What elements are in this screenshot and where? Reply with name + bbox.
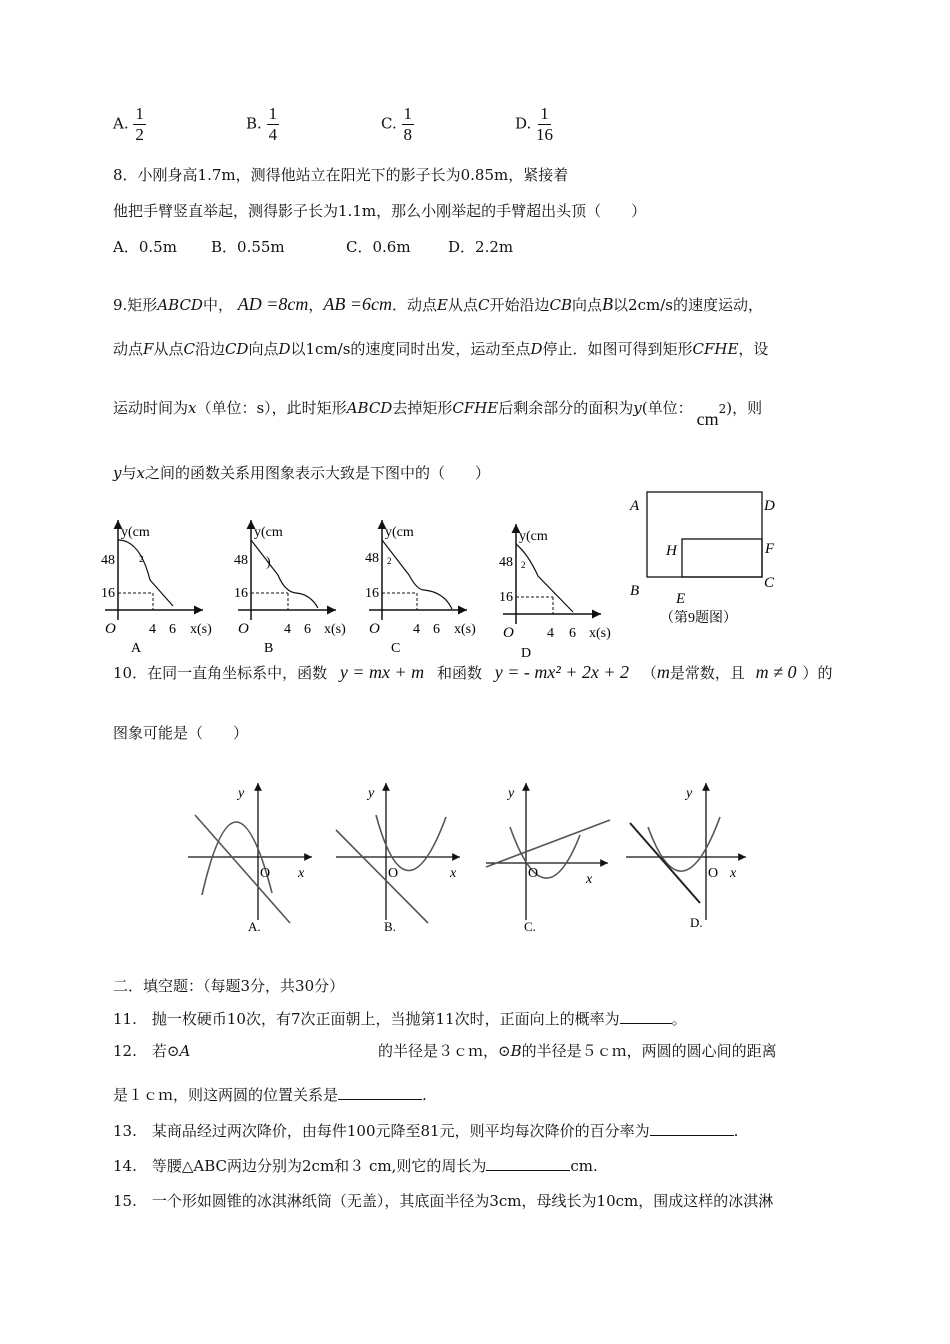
- svg-text:B: B: [264, 641, 274, 656]
- section-title: 二．填空题：（每题3分，共30分）: [113, 977, 345, 995]
- q10-graph-c: [486, 783, 610, 934]
- q13: 13. 某商品经过两次降价，由每件100元降至81元，则平均每次降价的百分率为 .: [113, 1122, 739, 1140]
- svg-text:A: A: [630, 498, 640, 514]
- q10-line1: 10．在同一直角坐标系中，函数 y = mx + m 和函数 y = - mx² + 2x + 2 （m是常数，且 m ≠ 0 ）的: [113, 662, 833, 682]
- answer-blank[interactable]: [650, 1121, 734, 1136]
- q8-option-d: D．2.2m: [448, 238, 514, 256]
- svg-text:48: 48: [234, 553, 248, 568]
- q12-part1: 12. 若⊙A: [113, 1042, 191, 1060]
- q9-line2: 动点F从点C沿边CD向点D以1cm/s的速度同时出发，运动至点D停止．如图可得到矩形CFHE，设: [113, 340, 769, 358]
- svg-text:O: O: [369, 621, 380, 637]
- svg-text:y(cm: y(cm: [254, 525, 283, 540]
- fraction: $\frac{1}{4}$: [268, 104, 278, 144]
- fraction: $\frac{1}{8}$: [403, 104, 412, 144]
- q10-graph-a: [188, 783, 312, 934]
- svg-text:C: C: [764, 575, 775, 591]
- svg-text:y: y: [508, 786, 515, 801]
- q7-option-d: D. $\frac{1}{16}$: [515, 104, 554, 144]
- q12-part2: 的半径是３ｃｍ，⊙B的半径是５ｃｍ，两圆的圆心间的距离: [378, 1042, 777, 1060]
- q9-graph-c: [365, 520, 476, 656]
- answer-blank[interactable]: [338, 1085, 422, 1100]
- svg-text:6: 6: [569, 626, 576, 641]
- svg-text:y(cm: y(cm: [519, 529, 548, 544]
- svg-text:O: O: [708, 866, 719, 881]
- q9-graph-a: [101, 520, 212, 656]
- svg-text:4: 4: [149, 622, 156, 637]
- q7-option-b: B. $\frac{1}{4}$: [246, 104, 278, 144]
- q10-graph-d: [626, 783, 746, 930]
- svg-text:B.: B.: [384, 919, 396, 934]
- fraction: $\frac{1}{2}$: [135, 104, 144, 144]
- svg-text:B: B: [630, 583, 640, 599]
- answer-blank[interactable]: [486, 1156, 570, 1171]
- q9-line4: y与x之间的函数关系用图象表示大致是下图中的（ ）: [113, 464, 490, 482]
- q10-graph-b: [336, 783, 460, 934]
- q9-line3: 运动时间为x（单位：s），此时矩形ABCD去掉矩形CFHE后剩余部分的面积为y(单位：$cm^2$)，则: [113, 399, 763, 429]
- svg-text:O: O: [105, 621, 116, 637]
- q10-graphs: [180, 775, 760, 945]
- svg-text:48: 48: [365, 551, 379, 566]
- svg-text:): ): [266, 555, 271, 570]
- svg-text:H: H: [666, 543, 677, 559]
- svg-text:D.: D.: [690, 915, 703, 930]
- q8-option-c: C．0.6m: [346, 238, 411, 256]
- svg-text:A.: A.: [248, 919, 261, 934]
- svg-text:4: 4: [413, 622, 420, 637]
- q8-line1: 8．小刚身高1.7m，测得他站立在阳光下的影子长为0.85m，紧接着: [113, 166, 569, 184]
- svg-text:x(s): x(s): [454, 622, 476, 637]
- svg-text:16: 16: [499, 590, 513, 605]
- svg-text:48: 48: [499, 555, 513, 570]
- svg-text:16: 16: [365, 586, 379, 601]
- q9-line1: 9.矩形ABCD中， AD =8cm，AB =6cm．动点E从点C开始沿边CB向点B以2cm/s的速度运动，: [113, 294, 763, 314]
- svg-text:x: x: [298, 866, 305, 881]
- svg-text:O: O: [260, 866, 271, 881]
- svg-text:x: x: [450, 866, 457, 881]
- q7-option-c: C. $\frac{1}{8}$: [381, 104, 412, 144]
- svg-text:y(cm: y(cm: [385, 525, 414, 540]
- svg-text:E: E: [676, 591, 686, 607]
- svg-text:x(s): x(s): [190, 622, 212, 637]
- q11: 11. 抛一枚硬币10次，有7次正面朝上，当抛第11次时，正面向上的概率为 。: [113, 1010, 687, 1028]
- svg-text:y: y: [238, 786, 245, 801]
- answer-blank[interactable]: [620, 1009, 672, 1024]
- svg-text:4: 4: [547, 626, 554, 641]
- fraction: $\frac{1}{16}$: [536, 104, 554, 144]
- svg-text:48: 48: [101, 553, 115, 568]
- svg-text:x: x: [730, 866, 737, 881]
- svg-text:16: 16: [101, 586, 115, 601]
- q8-option-a: A．0.5m: [113, 238, 177, 256]
- svg-text:y: y: [686, 786, 693, 801]
- svg-text:O: O: [388, 866, 399, 881]
- svg-text:2: 2: [139, 554, 144, 564]
- svg-text:F: F: [765, 541, 775, 557]
- svg-text:2: 2: [387, 556, 392, 566]
- svg-text:6: 6: [433, 622, 440, 637]
- svg-text:6: 6: [304, 622, 311, 637]
- svg-text:x(s): x(s): [324, 622, 346, 637]
- svg-text:O: O: [528, 866, 539, 881]
- svg-text:C.: C.: [524, 919, 536, 934]
- q15: 15. 一个形如圆锥的冰淇淋纸筒（无盖），其底面半径为3cm，母线长为10cm，围成这样的冰淇淋: [113, 1192, 774, 1210]
- svg-text:D: D: [521, 646, 532, 660]
- graph-option-label: A: [131, 641, 142, 656]
- svg-text:16: 16: [234, 586, 248, 601]
- svg-text:y: y: [368, 786, 375, 801]
- svg-text:2: 2: [521, 560, 526, 570]
- svg-text:O: O: [503, 625, 514, 641]
- q8-option-b: B．0.55m: [211, 238, 285, 256]
- graph-ylabel: y(cm: [121, 525, 150, 540]
- q7-option-a: A. $\frac{1}{2}$: [113, 104, 144, 144]
- q8-line2: 他把手臂竖直举起，测得影子长为1.1m，那么小刚举起的手臂超出头顶（ ）: [113, 202, 647, 220]
- q9-graph-b: [234, 520, 346, 656]
- svg-text:D: D: [764, 498, 775, 514]
- svg-text:4: 4: [284, 622, 291, 637]
- q9-graph-d: [499, 524, 611, 660]
- svg-text:6: 6: [169, 622, 176, 637]
- figure-caption: （第9题图）: [660, 611, 737, 626]
- svg-text:x: x: [586, 872, 593, 887]
- svg-text:x(s): x(s): [589, 626, 611, 641]
- q12-line2: 是１ｃｍ，则这两圆的位置关系是 .: [113, 1086, 427, 1104]
- q10-line2: 图象可能是（ ）: [113, 724, 249, 742]
- q9-graphs: [95, 510, 615, 660]
- svg-text:C: C: [391, 641, 401, 656]
- q14: 14. 等腰△ABC两边分别为2cm和３ cm,则它的周长为 cm.: [113, 1157, 598, 1175]
- q9-figure: [620, 485, 790, 630]
- svg-text:O: O: [238, 621, 249, 637]
